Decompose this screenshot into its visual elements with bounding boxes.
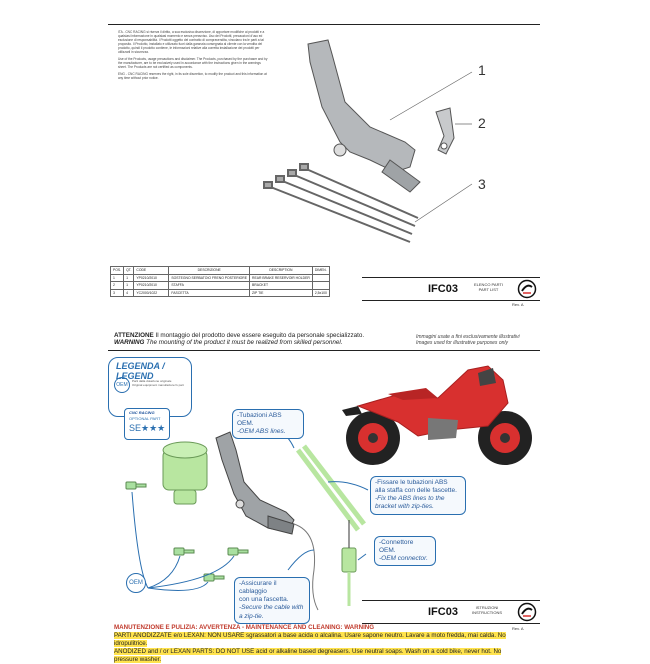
- document-code: IFC03: [428, 606, 458, 618]
- table-row: 2 1 YP0210/2010 STAFFA BRACKET: [111, 282, 330, 290]
- title-block-bottom: [362, 600, 540, 624]
- maintenance-warning: [114, 624, 514, 664]
- title-label: ELENCO PARTI PART LIST: [474, 282, 503, 292]
- table-header: POS. QT. CODE DESCRIZIONE DESCRIPTION DIMEN.: [111, 267, 330, 275]
- top-border: [108, 24, 540, 25]
- oem-legend-desc: Parti dalla dotazione originale Original equipment manufacturer's part: [132, 379, 184, 387]
- table-row: 1 1 YP0210/2010 SOSTEGNO SERBATOIO FRENO POSTERIORE REAR BRAKE RESERVOIR HOLDER: [111, 274, 330, 282]
- note-oem-connector: -Connettore OEM. -OEM connector.: [374, 536, 436, 566]
- cnc-logo-icon: [517, 279, 537, 299]
- note-fix-abs-lines: -Fissare le tubazioni ABS alla staffa con delle fascette. -Fix the ABS lines to the bracket with zip-ties.: [370, 476, 466, 515]
- title-block-top: [362, 277, 540, 301]
- table-row: 3 4 YC2000/1022 FASCETTA ZIP TIE 2,5x100: [111, 289, 330, 297]
- reservoir-holder-part: [308, 40, 420, 192]
- parts-exploded-drawing: [250, 32, 510, 262]
- oem-legend-badge: OEM: [114, 377, 130, 393]
- optional-brand: CNC RACING: [129, 410, 155, 415]
- holder-bracket: [216, 432, 294, 534]
- revision: Rev. A: [512, 302, 524, 307]
- note-secure-cable: -Assicurare il cablaggio con una fascetta. -Secure the cable with a zip-tie.: [234, 577, 310, 624]
- attention-note: ATTENZIONE Il montaggio del prodotto deve essere eseguito da personale specializzato. WARNING The mounting of the product it must be realized from skilled personnel.: [114, 332, 365, 346]
- optional-code: SE★★★: [129, 423, 166, 433]
- oem-callout-badge: OEM: [126, 573, 146, 593]
- oem-connector: [342, 520, 356, 606]
- legal-text: ITA - CNC RACING si riserva il diritto, a sua esclusiva discrezione, di apportare modifiche ai prodotti e a qualsiasi informazione in qualsiasi momento e senza preavviso. Uso dei Prodotti, precauzioni d'uso ed esclusione di responsabilità. I Prodotti oggetto del contratto di compravendita, vincolano tra le parti a tal proposito. Il Prodotto, installato e utilizzato fuori dalla garanzia consegnata al cliente con la vendita del prodotto, quindi il prodotto contiene, le informazioni relative alla corretta installazione dei prodotti per utilizzarli in sicurezza. Use of the Products, usage precautions and disclaimer. The Products, purchased by the purchaser and by the manufacturer, are to be exclusively used in accordance with the instructions given in the warnings sheet. The Products are not certified as components. ENG - CNC RACING reserves the right, in its sole discretion, to modify the product and this information at any time without prior notice.: [118, 30, 268, 80]
- brake-reservoir: [163, 442, 207, 504]
- maintenance-line-it: PARTI ANODIZZATE e/o LEXAN: NON USARE sgrassatori a base acida o alcalina. Usare sapone neutro. Lavare a moto fredda, mai calda. No idropulitrice.: [114, 632, 506, 648]
- legend-title: LEGENDA / LEGEND: [116, 361, 165, 381]
- images-note: Immagini usate a fini esclusivamente illustrativi Images used for illustrative purposes only: [416, 334, 520, 346]
- bracket-part: [436, 108, 454, 154]
- note-abs-lines: -Tubazioni ABS OEM. -OEM ABS lines.: [232, 409, 304, 439]
- callout-1: 1: [478, 62, 486, 78]
- callout-2: 2: [478, 115, 486, 131]
- cnc-logo-icon: [517, 602, 537, 622]
- maintenance-title: MANUTENZIONE E PULIZIA: AVVERTENZA - MAINTENANCE AND CLEANING: WARNING: [114, 624, 375, 631]
- maintenance-line-en: ANODIZED and / or LEXAN PARTS: DO NOT USE acid or alkaline based degreasers. Use neutral soaps. Wash on a cold bike, never hot. No pressure washer.: [114, 648, 502, 664]
- document-code: IFC03: [428, 283, 458, 295]
- title-label: ISTRUZIONI INSTRUCTIONS: [472, 605, 502, 615]
- optional-label: OPTIONAL PART: [129, 416, 161, 421]
- bottom-border: [108, 350, 540, 351]
- abs-lines: [298, 446, 364, 530]
- revision: Rev. A: [512, 626, 524, 631]
- parts-table: [110, 266, 330, 297]
- callout-3: 3: [478, 176, 486, 192]
